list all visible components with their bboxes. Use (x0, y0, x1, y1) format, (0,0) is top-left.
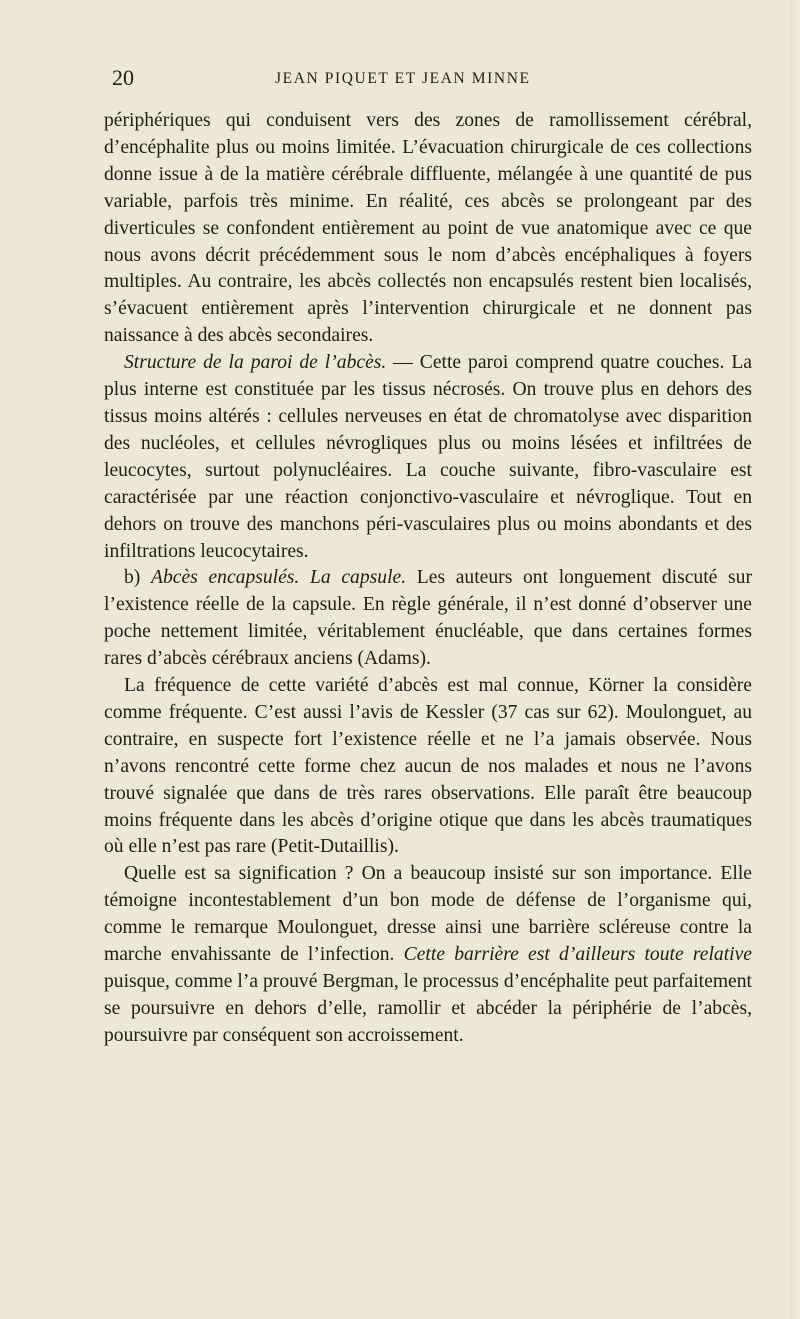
signification-tail: puisque, comme l’a prouvé Bergman, le processus d’encéphalite peut parfaitement se poursuivre en dehors d’elle, ramollir et abcéder la périphérie de l’abcès, poursuivre par conséquent son accroissement. (104, 971, 752, 1046)
page-edge-shadow (790, 0, 800, 1319)
paragraph-structure (104, 350, 752, 565)
structure-heading: Structure de la paroi de l’abcès. (124, 352, 387, 374)
structure-text: — Cette paroi comprend quatre couches. La plus interne est constituée par les tissus nécrosés. On trouve plus en dehors des tissus moins altérés : cellules nerveuses en état de chromatolyse avec disparition des nucléoles, et cellules névrogliques plus ou moins lésées et infiltrées de leucocytes, surtout polynucléaires. La couche suivante, fibro-vasculaire est caractérisée par une réaction conjonctivo-vasculaire et névroglique. Tout en dehors on trouve des manchons péri-vasculaires plus ou moins abondants et des infiltrations leucocytaires. (104, 352, 752, 562)
capsule-text: Les auteurs ont longuement discuté sur l’existence réelle de la capsule. En règle générale, il n’est donné d’observer une poche nettement limitée, véritablement énucléable, que dans certaines formes rares d’abcès cérébraux anciens (Adams). (104, 567, 752, 670)
paragraph-signification (104, 861, 752, 1049)
page-header (112, 64, 752, 92)
page-number: 20 (112, 65, 134, 90)
running-head: JEAN PIQUET ET JEAN MINNE (275, 70, 531, 87)
signification-italic: Cette barrière est d’ailleurs toute relative (403, 944, 752, 966)
paragraph-1 (104, 108, 752, 350)
body-text (104, 108, 752, 1050)
paragraph-capsule (104, 565, 752, 673)
section-marker: b) (124, 567, 151, 589)
paragraph-frequency (104, 673, 752, 861)
frequency-text: La fréquence de cette variété d’abcès est mal connue, Körner la considère comme fréquente. C’est aussi l’avis de Kessler (37 cas sur 62). Moulonguet, au contraire, en suspecte fort l’existence réelle et ne l’a jamais observée. Nous n’avons rencontré cette forme chez aucun de nos malades et nous ne l’avons trouvé signalée que dans de très rares observations. Elle paraît être beaucoup moins fréquente dans les abcès d’origine otique que dans les abcès traumatiques où elle n’est pas rare (Petit-Dutaillis). (104, 675, 752, 858)
capsule-heading: Abcès encapsulés. La capsule. (151, 567, 407, 589)
signification-text: Quelle est sa signification ? On a beaucoup insisté sur son importance. Elle témoigne incontestablement d’un bon mode de défense de l’organisme qui, comme le remarque Moulonguet, dresse ainsi une barrière scléreuse contre la marche envahissante de l’infection. (104, 863, 752, 966)
paragraph-1-text: périphériques qui conduisent vers des zones de ramollissement cérébral, d’encéphalite plus ou moins limitée. L’évacuation chirurgicale de ces collections donne issue à de la matière cérébrale diffluente, mélangée à une quantité de pus variable, parfois très minime. En réalité, ces abcès se prolongeant par des diverticules se confondent entièrement au point de vue anatomique avec ce que nous avons décrit précédemment sous le nom d’abcès encéphaliques à foyers multiples. Au contraire, les abcès collectés non encapsulés restent bien localisés, s’évacuent entièrement après l’intervention chirurgicale et ne donnent pas naissance à des abcès secondaires. (104, 110, 752, 347)
